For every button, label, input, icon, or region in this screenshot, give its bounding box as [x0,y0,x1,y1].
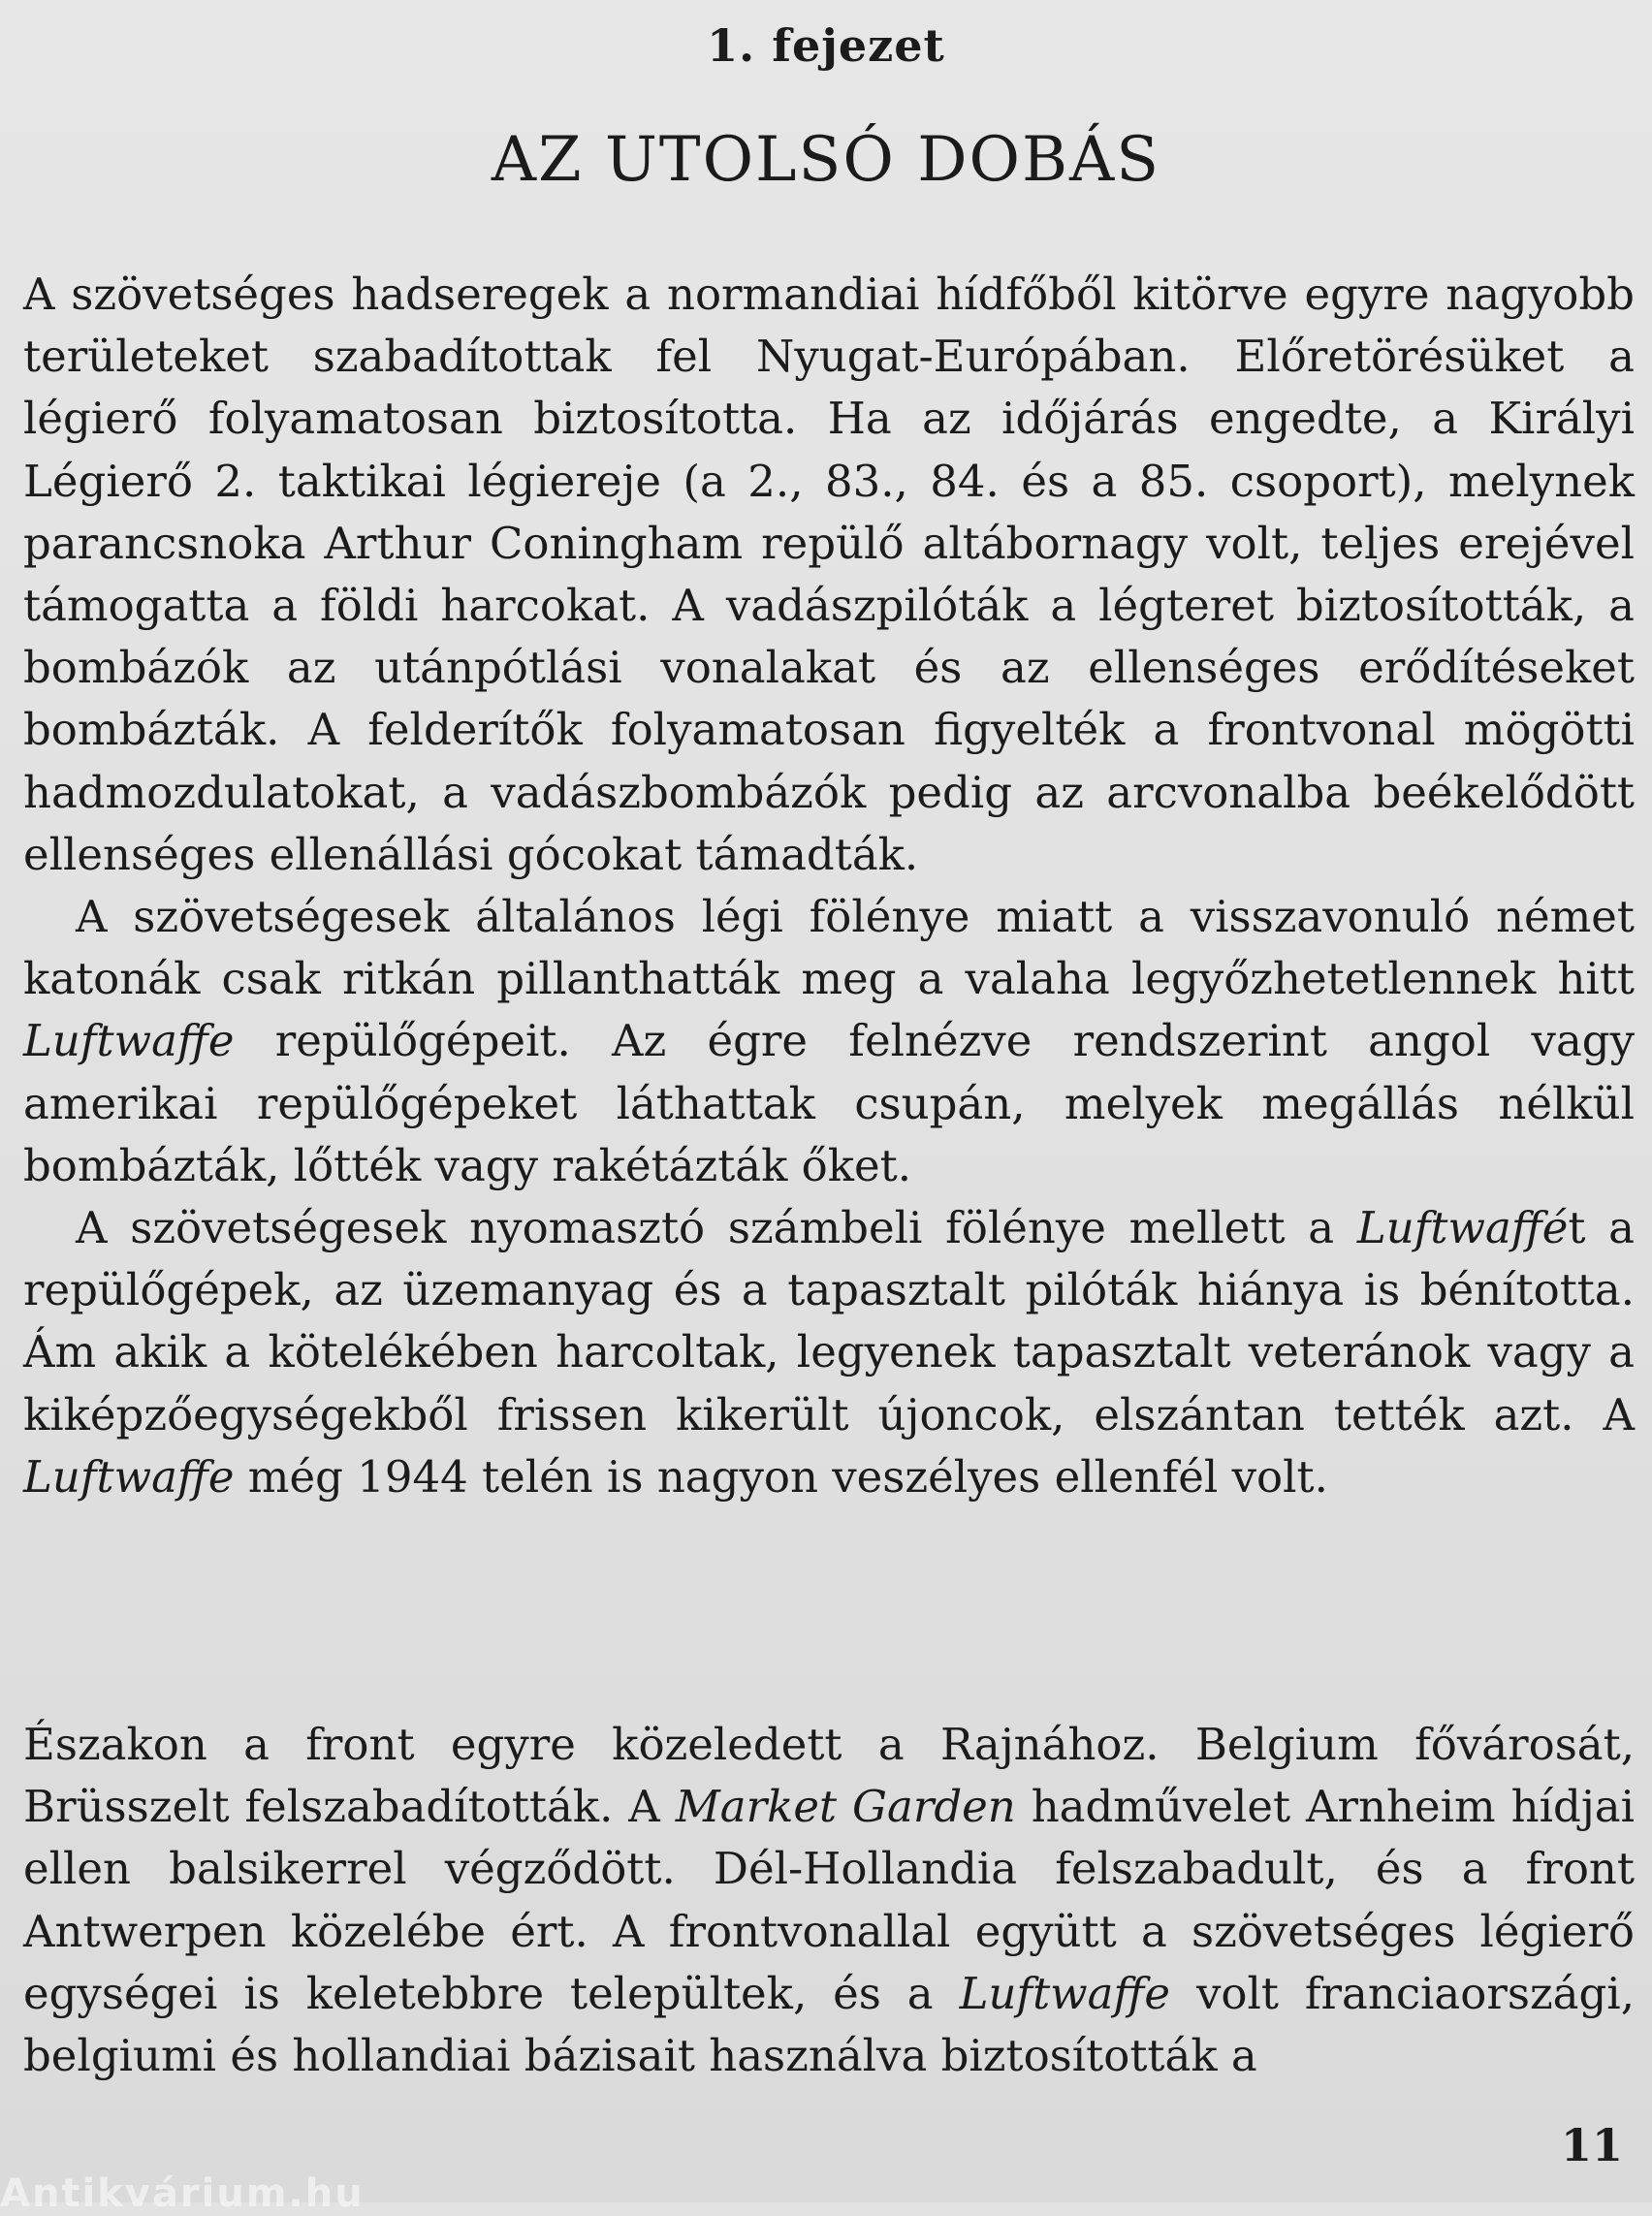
paragraph-2 [23,886,1635,1197]
paragraph-3-text-b: t a repülőgépek, az üzemanyag és a tapasztalt pilóták hiánya is bénította. Ám akik a kötelékében harcoltak, legyenek tapasztalt veteránok vagy a kiképzőegységekből frissen kikerült újoncok, elszántan tették azt. A [23,1202,1635,1440]
chapter-label: 1. fejezet [707,19,945,72]
paragraph-3-text-a: A szövetségesek nyomasztó számbeli fölénye mellett a [76,1202,1357,1254]
watermark: Antikvárium.hu [0,2171,365,2216]
page-number: 11 [1560,2119,1623,2171]
paragraph-2-italic: Luftwaffe [23,1015,235,1067]
paragraph-3-italic-2: Luftwaffe [23,1450,235,1503]
paragraph-3-text-c: még 1944 telén is nagyon veszélyes ellenfél volt. [234,1450,1328,1503]
paragraph-4 [23,1714,1635,2087]
paragraph-4-text-b: hadművelet Arnheim hídjai ellen balsikerrel végződött. Dél-Hollandia felszabadult, és a front Antwerpen közelébe ért. A frontvonallal együtt a szövetséges légierő egységei is keletebbre települtek, és a [23,1781,1635,2019]
paragraph-3 [23,1197,1635,1508]
chapter-title: AZ UTOLSÓ DOBÁS [491,124,1161,196]
paragraph-4-text-a: Északon a front egyre közeledett a Rajnához. Belgium fővárosát, Brüsszelt felszabadították. A [23,1719,1635,1833]
paragraph-4-text-c: volt franciaországi, belgiumi és hollandiai bázisait használva biztosították a [23,1967,1635,2082]
paragraph-4-italic-2: Luftwaffe [959,1967,1171,2019]
section-1 [23,264,1635,1508]
section-2 [23,1714,1635,2087]
paragraph-1: A szövetséges hadseregek a normandiai hídfőből kitörve egyre nagyobb területeket szabadítottak fel Nyugat-Európában. Előretörésüket a légierő folyamatosan biztosította. Ha az időjárás engedte, a Királyi Légierő 2. taktikai légiereje (a 2., 83., 84. és a 85. csoport), melynek parancsnoka Arthur Coningham repülő altábornagy volt, teljes erejével támogatta a földi harcokat. A vadászpilóták a légteret biztosították, a bombázók az utánpótlási vonalakat és az ellenséges erődítéseket bombázták. A felderítők folyamatosan figyelték a frontvonal mögötti hadmozdulatokat, a vadászbombázók pedig az arcvonalba beékelődött ellenséges ellenállási gócokat támadták. [23,269,1635,880]
paragraph-2-text-a: A szövetségesek általános légi fölénye miatt a visszavonuló német katonák csak ritkán pillanthatták meg a valaha legyőzhetetlennek hitt [23,891,1635,1005]
paragraph-4-italic-1: Market Garden [675,1781,1016,1833]
paragraph-2-text-b: repülőgépeit. Az égre felnézve rendszerint angol vagy amerikai repülőgépeket láthattak csupán, melyek megállás nélkül bombázták, lőtték vagy rakétázták őket. [23,1015,1635,1191]
paragraph-3-italic-1: Luftwaffé [1356,1202,1569,1254]
